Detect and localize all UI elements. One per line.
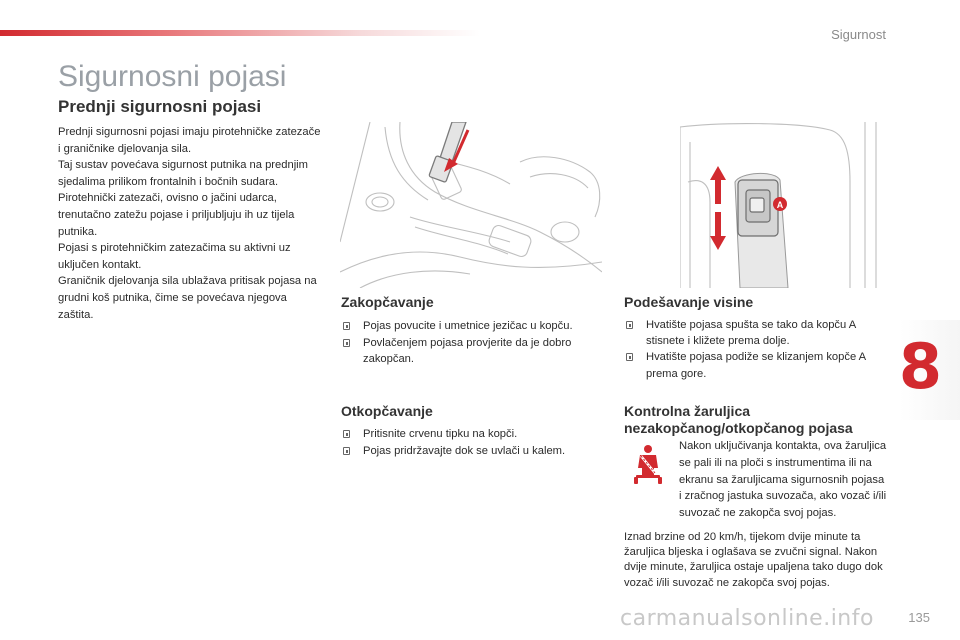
warning-lamp-speed-text: Iznad brzine od 20 km/h, tijekom dvije minute ta žaruljica bljeska i oglašava se zvučni signal. Nakon dvije minute, žaruljica ostaje upaljena tako dugo dok vozač i/ili suvozač ne zakopča svoj pojas. [624,531,883,589]
checkbox-bullet-icon [343,447,350,455]
seatbelt-warning-icon [630,444,666,484]
fastening-title: Zakopčavanje [341,294,434,310]
list-item [341,335,601,368]
front-belts-title: Prednji sigurnosni pojasi [58,97,262,116]
list-item-text: Hvatište pojasa podiže se klizanjem kopče A prema gore. [646,351,866,380]
label-a-text: A [776,200,784,210]
height-adjust-list [624,317,886,382]
header-accent-bar [0,30,480,36]
list-item [341,318,601,335]
height-adjust-title: Podešavanje visine [624,294,754,310]
checkbox-bullet-icon [343,430,350,438]
warning-lamp-title-line1: Kontrolna žaruljica [624,403,751,419]
watermark: carmanualsonline.info [620,606,874,631]
checkbox-bullet-icon [343,322,350,330]
page-title: Sigurnosni pojasi [58,60,287,93]
warning-lamp-title-line2: nezakopčanog/otkopčanog pojasa [624,420,853,436]
list-item [341,443,601,460]
list-item-text: Pojas pridržavajte dok se uvlači u kalem. [363,444,566,457]
list-item-text: Pritisnite crvenu tipku na kopči. [363,428,518,440]
checkbox-bullet-icon [626,353,633,361]
unfastening-list [341,426,601,459]
buckle-illustration [340,122,602,288]
list-item [341,426,601,443]
front-belts-intro [58,124,322,323]
checkbox-bullet-icon [626,321,633,329]
unfastening-title: Otkopčavanje [341,403,433,419]
intro-paragraph: Prednji sigurnosni pojasi imaju pirotehničke zatezače i graničnike djelovanja sila. [58,126,321,155]
intro-paragraph: Pojasi s pirotehničkim zatezačima su aktivni uz uključen kontakt. [58,242,291,271]
list-item-text: Hvatište pojasa spušta se tako da kopču A stisnete i kližete prema dolje. [646,319,856,348]
warning-lamp-text: Nakon uključivanja kontakta, ova žaruljica se pali ili na ploči s instrumentima ili na ekranu sa žaruljicama sigurnosnih pojasa i zračnog jastuka suvozača, ako vozač i/ili suvozač ne zakopča svoj pojas. [679,440,887,520]
list-item-text: Povlačenjem pojasa provjerite da je dobro zakopčan. [363,336,572,365]
list-item [624,349,886,381]
fastening-list [341,318,601,368]
list-item [624,317,886,349]
warning-lamp-title [624,403,894,437]
height-adjuster-illustration [680,122,884,288]
chapter-number: 8 [898,330,942,403]
checkbox-bullet-icon [343,339,350,347]
list-item-text: Pojas povucite i umetnice jezičac u kopču. [363,320,573,332]
intro-paragraph: Graničnik djelovanja sila ublažava pritisak pojasa na grudni koš putnika, čime se povećava njegova zaštita. [58,275,317,321]
page-number: 135 [908,610,930,625]
section-name: Sigurnost [831,27,886,42]
intro-paragraph: Taj sustav povećava sigurnost putnika na prednjim sjedalima prilikom frontalnih i bočnih sudara. Pirotehnički zatezači, ovisno o jačini udarca, trenutačno zatežu pojase i priljubljuju ih uz tijela putnika. [58,159,308,238]
